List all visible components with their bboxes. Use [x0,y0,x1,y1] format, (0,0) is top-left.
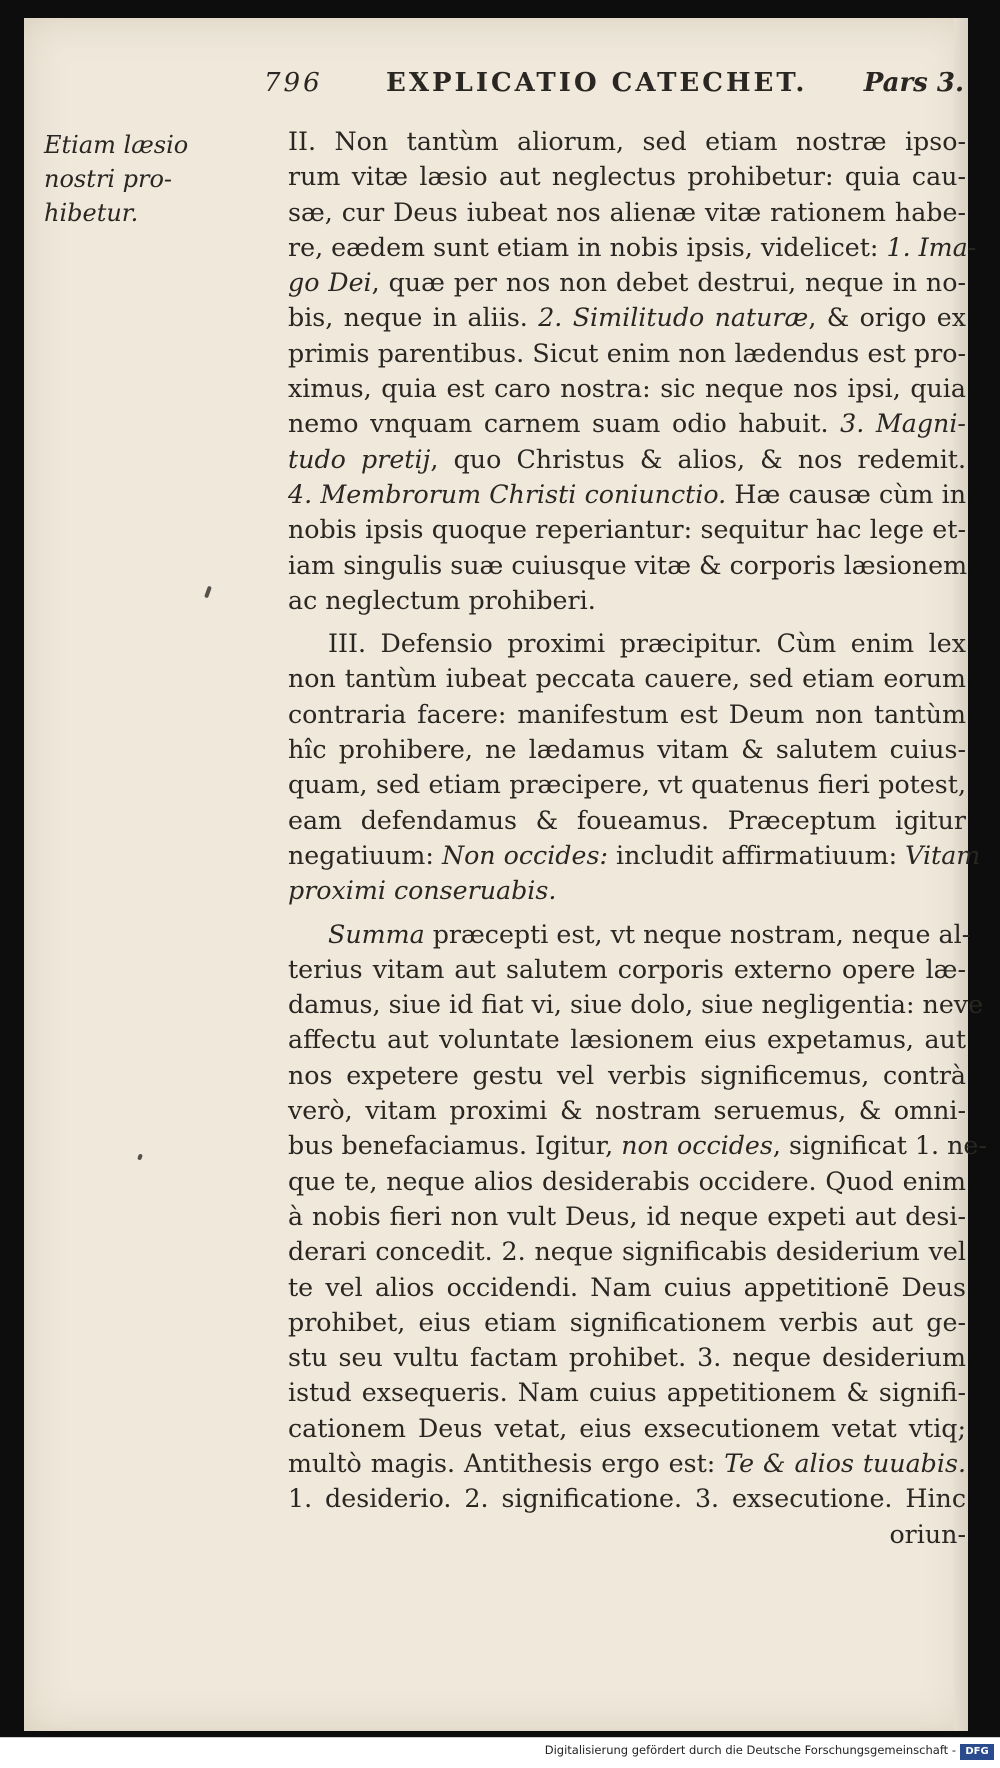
text-run: , & origo ex [808,303,967,333]
text-run: multò magis. Antithesis ergo est: [288,1448,725,1478]
text-line [288,159,966,194]
text-run: terius vitam aut salutem corporis externo opere læ- [288,954,966,984]
text-run: contraria facere: manifestum est Deum non tantùm [288,699,966,729]
text-run: oriun- [889,1519,966,1549]
text-line [288,1340,966,1375]
text-line [288,1093,966,1128]
dfg-logo: DFG [960,1744,994,1760]
italic-text: go Dei [288,268,372,298]
text-line [288,265,966,300]
footer-bar [0,1737,1000,1768]
text-line [288,1411,966,1446]
text-run: derari concedit. 2. neque significabis desiderium vel [288,1237,966,1267]
text-run: sæ, cur Deus iubeat nos alienæ vitæ rationem habe- [288,197,966,227]
italic-text: Vitam [905,840,981,870]
text-line [288,406,966,441]
text-run: affectu aut voluntate læsionem eius expetamus, aut [288,1025,966,1055]
paragraph [288,917,987,1552]
text-run: bis, neque in aliis. [288,303,539,333]
text-run: rum vitæ læsio aut neglectus prohibetur: quia cau- [288,162,966,192]
text-run: quam, sed etiam præcipere, vt quatenus fieri potest, [288,770,966,800]
text-line [288,1446,966,1481]
text-run: bus benefaciamus. Igitur, [288,1131,622,1161]
text-line [288,230,977,265]
text-line [288,838,981,873]
italic-text: 4. Membrorum Christi coniunctio. [288,479,727,509]
text-line [288,1058,966,1093]
text-run: hîc prohibere, ne lædamus vitam & salutem cuius- [288,735,966,765]
text-run: damus, siue id fiat vi, siue dolo, siue negligentia: neve [288,990,984,1020]
text-run: ac neglectum prohiberi. [288,585,596,615]
italic-text: 3. Magni- [840,409,966,439]
text-run: nemo vnquam carnem suam odio habuit. [288,409,841,439]
italic-text: 2. Similitudo naturæ [538,303,809,333]
italic-text: non occides [621,1131,773,1161]
text-line [288,1199,966,1234]
margin-note-line: nostri pro- [44,165,173,193]
text-line [288,1375,966,1410]
text-run: ximus, quia est caro nostra: sic neque nos ipsi, quia [288,374,966,404]
text-line [288,477,966,512]
page-number: 796 [264,68,323,98]
paragraph [288,626,981,908]
text-line [288,195,966,230]
italic-text: 1. Ima- [886,232,977,262]
text-line [288,1234,966,1269]
text-run: negatiuum: [288,840,442,870]
text-line [288,1022,966,1057]
text-line [288,732,966,767]
text-line [288,917,971,952]
text-line [288,124,966,159]
text-run: stu seu vultu factam prohibet. 3. neque desiderium [288,1343,966,1373]
part-label: Pars 3. [863,68,964,98]
text-line [288,583,966,618]
text-line [288,987,984,1022]
text-line [288,548,966,583]
text-line [288,803,966,838]
text-line [288,300,966,335]
text-run: , significat 1. ne- [772,1131,987,1161]
text-line [288,1517,966,1552]
text-line [288,1305,966,1340]
text-line [288,697,966,732]
text-line [288,1164,966,1199]
text-run: non tantùm iubeat peccata cauere, sed etiam eorum [288,664,966,694]
footer-credit: Digitalisierung gefördert durch die Deutsche Forschungsgemeinschaft - [544,1743,956,1757]
text-line [288,1128,987,1163]
text-run: nobis ipsis quoque reperiantur: sequitur hac lege et- [288,515,966,545]
italic-text: Non occides: [441,840,608,870]
text-line [288,767,966,802]
text-line [288,661,966,696]
text-run: nos expetere gestu vel verbis significemus, contrà [288,1060,966,1090]
main-text [288,124,987,1552]
text-run: Hæ causæ cùm in [726,479,966,509]
text-line [288,626,966,661]
text-run: re, eædem sunt etiam in nobis ipsis, videlicet: [288,232,887,262]
margin-note-line: hibetur. [44,199,139,227]
text-run: præcepti est, vt neque nostram, neque al- [424,919,971,949]
italic-text: proximi conseruabis. [288,876,557,906]
italic-text: tudo pretij [288,444,431,474]
text-run: III. Defensio proximi præcipitur. Cùm enim lex [328,629,966,659]
text-run: que te, neque alios desiderabis occidere. Quod enim [288,1166,966,1196]
text-run: , quo Christus & alios, & nos redemit. [430,444,966,474]
text-run: cationem Deus vetat, eius exsecutionem vetat vtiq; [288,1413,966,1443]
italic-text: Summa [328,919,425,949]
text-run: istud exsequeris. Nam cuius appetitionem & signifi- [288,1378,966,1408]
text-run: iam singulis suæ cuiusque vitæ & corporis læsionem [288,550,968,580]
text-run: , quæ per nos non debet destrui, neque in no- [371,268,966,298]
text-run: 1. desiderio. 2. significatione. 3. exsecutione. Hinc [288,1484,966,1514]
text-run: prohibet, eius etiam significationem verbis aut ge- [288,1307,966,1337]
paragraph [288,124,977,618]
text-line [288,442,966,477]
text-line [288,952,966,987]
text-line [288,1270,966,1305]
text-line [288,371,966,406]
running-head: EXPLICATIO CATECHET. [386,68,808,98]
text-line [288,336,966,371]
text-run: verò, vitam proximi & nostram seruemus, & omni- [288,1096,966,1126]
text-line [288,873,966,908]
text-run: te vel alios occidendi. Nam cuius appetitionē Deus [288,1272,966,1302]
italic-text: Te & alios tuuabis. [724,1448,966,1478]
text-run: includit affirmatiuum: [607,840,906,870]
text-run: II. Non tantùm aliorum, sed etiam nostræ ipso- [288,127,966,156]
text-run: primis parentibus. Sicut enim non lædendus est pro- [288,338,966,368]
text-run: eam defendamus & foueamus. Præceptum igitur [288,805,966,835]
text-line [288,1481,966,1516]
margin-note-line: Etiam læsio [44,131,189,159]
text-run: à nobis fieri non vult Deus, id neque expeti aut desi- [288,1201,966,1231]
margin-note [44,128,274,230]
text-line [288,512,966,547]
